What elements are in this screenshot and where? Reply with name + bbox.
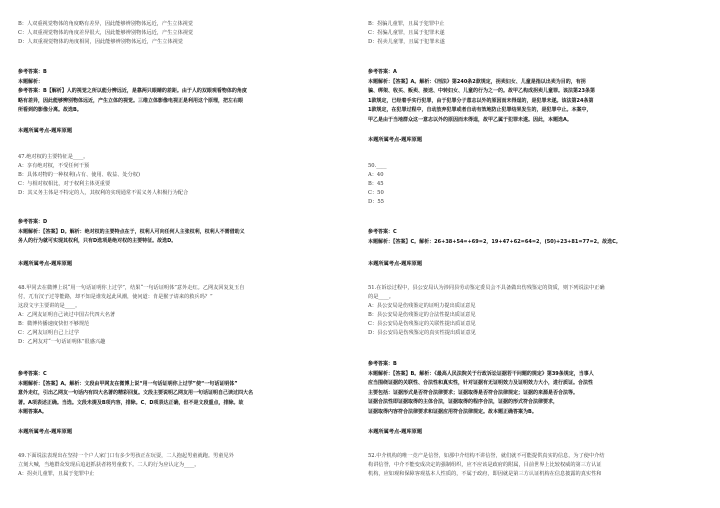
reference-answer: 参考答案：B bbox=[368, 361, 397, 367]
reference-answer: 参考答案：D bbox=[18, 219, 48, 225]
question-stem: 52.中介机构的唯一竞产是信誉，如那中介结构不讲信誉，就们就不可能提供真实的信息，为了使中介结 bbox=[368, 453, 605, 459]
analysis-line: 意外走红，引出乙网友一句话内有四大名著的精彩回复。文段主要说明乙网友用一句话证明自己读过四大名 bbox=[18, 390, 254, 396]
source-tag bbox=[368, 260, 698, 269]
reference-answer: 参考答案：C bbox=[368, 229, 397, 235]
analysis-line: 本题解析：【答案】A。解析：《刑法》第240条2款规定，拐卖妇女、儿童是指以出卖为目的，有拐 bbox=[368, 78, 586, 85]
answer-block-50 bbox=[368, 228, 698, 247]
option-b: B：县公安局是伤残鉴定的合法性提出质证意见 bbox=[368, 312, 476, 318]
option-d: D：其义务主体是不特定的人，其权利的实现通常不需义务人积极行为配合 bbox=[18, 190, 189, 196]
analysis-line: 1款规定，已经着手实行犯罪，由于犯罪分子意志以外的原因而未得逞的，是犯罪未遂。该法第24条第 bbox=[368, 97, 594, 104]
question-stem: 构讲信誉，中介不能变成决定的强制组织，应不应该是政府的附属，目前世界上比较权威的第三方认证 bbox=[368, 462, 602, 468]
answer-block-51 bbox=[368, 360, 698, 417]
question-50 bbox=[368, 162, 698, 207]
answer-block-47 bbox=[18, 218, 348, 247]
option-a: A：享有绝对权，不受任何干预 bbox=[18, 163, 90, 169]
reference-answer: 参考答案：C bbox=[18, 371, 47, 377]
analysis-line: 著。A项表述正确。当选。文段未提及B项内容，排除。C、D项表达正确，但不是文段重点，排除。故 bbox=[18, 399, 244, 406]
question-stem: 付，兀有汉子过等能路，却不知是谁发起此风潮，使问道：肯是猴子请来的救兵吗？” bbox=[18, 294, 213, 300]
question-stem: 50.____ bbox=[368, 163, 387, 169]
source-tag bbox=[18, 428, 348, 437]
analysis-line: 主要包括：证据形式是否符合法律要求；证据取得是否符合法律规定；证据的来源是否合法等。 bbox=[368, 389, 579, 396]
question-stem: 的是____。 bbox=[368, 294, 394, 300]
option-c: C：50 bbox=[368, 190, 384, 196]
question-stem: 机构，应如观和保障客观基本人性质的，不属于政府，即因就是第三方认证机构在信息披露的真实性和 bbox=[368, 471, 602, 477]
option-a: A：拐卖儿童罪，且属于犯罪中止 bbox=[18, 471, 95, 477]
source-tag bbox=[368, 428, 698, 437]
question-52 bbox=[368, 452, 698, 479]
analysis-line: 参考答案：B【解析】人的视觉之所以能分辨远近，是靠两只眼睛的差距。由于人的双眼观看物体的角度 bbox=[18, 88, 247, 94]
reference-answer: 参考答案：A bbox=[368, 69, 397, 75]
source-label: 本题所属考点-题库原题 bbox=[18, 128, 73, 134]
option-c: C：与相对权相比，对于权利主体更重要 bbox=[18, 181, 111, 187]
question-stem: 47.绝对权的主要特征是____。 bbox=[18, 154, 89, 160]
analysis-line: 甲乙是由于当地群众这一意志以外的原因而未得逞，故甲乙属于犯罪未遂。因此，本题选A。 bbox=[368, 116, 572, 123]
option-c: C：乙网友证明自己上过学 bbox=[18, 330, 80, 336]
answer-block-48 bbox=[18, 370, 348, 418]
option-d: D：县公安局是伤残鉴定的真实性提出质证意见 bbox=[368, 330, 476, 336]
answer-block-49 bbox=[368, 68, 698, 125]
option-b: B：45 bbox=[368, 181, 384, 187]
question-stem: 49.下面说法表现出在坚持一个户人家门口有多少男孩正在玩耍，二人抱起男童就跑。男童见外 bbox=[18, 453, 234, 459]
analysis-line: 所看到的影像分离。故选B。 bbox=[18, 107, 82, 113]
option-c: C：人双重视觉物体的角度差异很大，因此能够辨别物体远近，产生立体视觉 bbox=[18, 30, 194, 36]
question-47 bbox=[18, 153, 348, 198]
source-tag bbox=[368, 136, 698, 145]
option-c: C：县公安局是伤残鉴定的关联性提出质证意见 bbox=[368, 321, 476, 327]
analysis-line: 证据取得内容符合法律要求和证据应用符合法律规定。故本题正确答案为B。 bbox=[368, 408, 537, 415]
analysis-line: 本题解析：【答案】C。解析：26+38+54=+69=2，19+47+62=64=2，(50)+23+81=77=2。故选C。 bbox=[368, 238, 621, 245]
question-49 bbox=[18, 452, 348, 479]
question-stem: 立刻大喊，当地群众发现后追赶抓获者将男童救下。二人的行为应认定为____。 bbox=[18, 462, 200, 468]
option-b: B：微博传播速度快但不够规范 bbox=[18, 321, 90, 327]
option-d: D：乙网友对“一句话证明体”很感兴趣 bbox=[18, 339, 106, 345]
option-b: B：拐骗儿童罪，且属于犯罪中止 bbox=[368, 21, 445, 27]
analysis-line: 略有差异，因此能够辨别物体远近，产生立体的视觉。三维立体影像电视正是利用这个原理，把左右眼 bbox=[18, 97, 244, 104]
analysis-line: 本题解析：【答案】A。解析：文段由甲网友在微博上说“用一句话证明你上过学”使“一句话证明体” bbox=[18, 380, 238, 387]
analysis-line: 本题解析：【答案】B。解析：《最高人民法院关于行政诉讼证据若干问题的规定》第39条规定，当事人 bbox=[368, 370, 594, 377]
analysis-line: 本题解析：【答案】D。解析：绝对权的主要特点在于，权利人可向任何人主张权利，权利人不需借助义 bbox=[18, 228, 245, 235]
option-c: C：拐骗儿童罪，且属于犯罪未遂 bbox=[368, 30, 445, 36]
question-48 bbox=[18, 284, 348, 347]
answer-block-46 bbox=[18, 68, 348, 116]
option-b: B：人双重视觉物体的角度略有差异，因此能够辨别物体远近，产生立体视觉 bbox=[18, 21, 194, 27]
analysis-line: 1款规定，在犯罪过程中，自动放弃犯罪或者自动有效地防止犯罪结果发生的，是犯罪中止。本案中， bbox=[368, 107, 592, 113]
analysis-line: 本题答案A。 bbox=[18, 409, 47, 415]
option-b: B：具体对物的一种权利(占有、使用、收益、处分权) bbox=[18, 172, 140, 178]
analysis-line: 务人的行为就可实现其权利，只有D选项是绝对权的主要特征。故选D。 bbox=[18, 238, 177, 244]
question-stem: 48.甲同去在微博上说“用一句话证明你上过学”，结果“一句话证明体”意外走红。乙网友回复复玉自 bbox=[18, 285, 245, 291]
option-d: D：55 bbox=[368, 199, 384, 205]
question-stem: 51.在诉讼过程中，县公安局认为涉同县劳动鉴定委员会不具备做出伤残鉴定的资质，则下列说法中正确 bbox=[368, 285, 605, 291]
option-d: D：人双重视觉物体的角度相同，因此能够辨别物体远近，产生立体视觉 bbox=[18, 39, 183, 45]
question-51 bbox=[368, 284, 698, 338]
question-49-options-tail bbox=[368, 20, 698, 47]
source-label: 本题所属考点-题库原题 bbox=[368, 429, 423, 435]
source-label: 本题所属考点-题库原题 bbox=[368, 137, 423, 143]
option-a: A：40 bbox=[368, 172, 384, 178]
option-a: A：乙网友证明自己读过中国古代四大名著 bbox=[18, 312, 116, 318]
analysis-title: 本题解析： bbox=[18, 78, 44, 85]
analysis-line: 骗、绑架、收买、贩卖、接送、中转妇女、儿童的行为之一的。故甲乙构成拐卖儿童罪。该法第23条第 bbox=[368, 88, 595, 94]
question-46-options-tail bbox=[18, 20, 348, 47]
option-d: D：拐卖儿童罪，且属于犯罪未遂 bbox=[368, 39, 445, 45]
source-tag bbox=[18, 127, 348, 136]
reference-answer: 参考答案：B bbox=[18, 69, 47, 75]
source-label: 本题所属考点-题库原题 bbox=[18, 429, 73, 435]
analysis-line: 证据合法性即证据取得的主体合法，证据取得的程序合法，证据的形式符合法律要求， bbox=[368, 399, 559, 405]
question-stem: 这段文字主要讲的是____。 bbox=[18, 303, 81, 309]
source-tag bbox=[18, 260, 348, 269]
source-label: 本题所属考点-题库原题 bbox=[18, 261, 73, 267]
analysis-line: 应当围绕证据的关联性、合法性和真实性，针对证据有无证明效力及证明效力大小，进行质证。合法性 bbox=[368, 380, 594, 386]
source-label: 本题所属考点-题库原题 bbox=[368, 261, 423, 267]
option-a: A：县公安局是伤残鉴定的证明力提出质证意见 bbox=[368, 303, 476, 309]
